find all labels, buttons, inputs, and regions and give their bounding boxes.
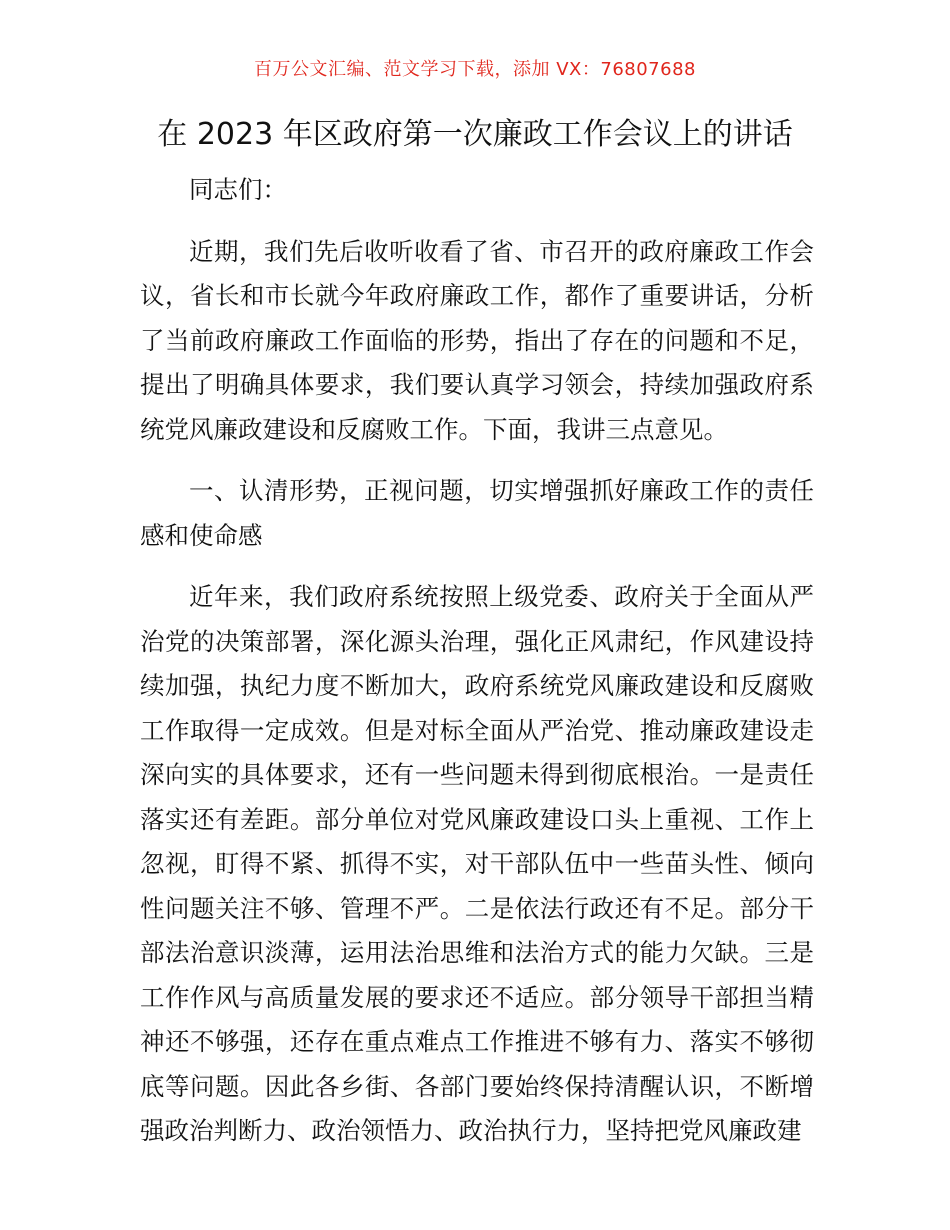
header-watermark-note: 百万公文汇编、范文学习下载，添加 VX：76807688 [254, 59, 696, 80]
paragraph-intro: 近期，我们先后收听收看了省、市召开的政府廉政工作会议，省长和市长就今年政府廉政工作，都作了重要讲话，分析了当前政府廉政工作面临的形势，指出了存在的问题和不足，提出了明确具体要求，我们要认真学习领会，持续加强政府系统党风廉政建设和反腐败工作。下面，我讲三点意见。 [140, 236, 814, 444]
document-title: 在 2023 年区政府第一次廉政工作会议上的讲话 [157, 117, 793, 152]
section-heading-1: 一、认清形势，正视问题，切实增强抓好廉政工作的责任感和使命感 [140, 476, 814, 550]
document-body [140, 168, 814, 1154]
salutation: 同志们： [189, 175, 287, 204]
paragraph-section-1: 近年来，我们政府系统按照上级党委、政府关于全面从严治党的决策部署，深化源头治理，强化正风肃纪，作风建设持续加强，执纪力度不断加大，政府系统党风廉政建设和反腐败工作取得一定成效。但是对标全面从严治党、推动廉政建设走深向实的具体要求，还有一些问题未得到彻底根治。一是责任落实还有差距。部分单位对党风廉政建设口头上重视、工作上忽视，盯得不紧、抓得不实，对干部队伍中一些苗头性、倾向性问题关注不够、管理不严。二是依法行政还有不足。部分干部法治意识淡薄，运用法治思维和法治方式的能力欠缺。三是工作作风与高质量发展的要求还不适应。部分领导干部担当精神还不够强，还存在重点难点工作推进不够有力、落实不够彻底等问题。因此各乡街、各部门要始终保持清醒认识，不断增强政治判断力、政治领悟力、政治执行力，坚持把党风廉政建 [140, 582, 814, 1145]
